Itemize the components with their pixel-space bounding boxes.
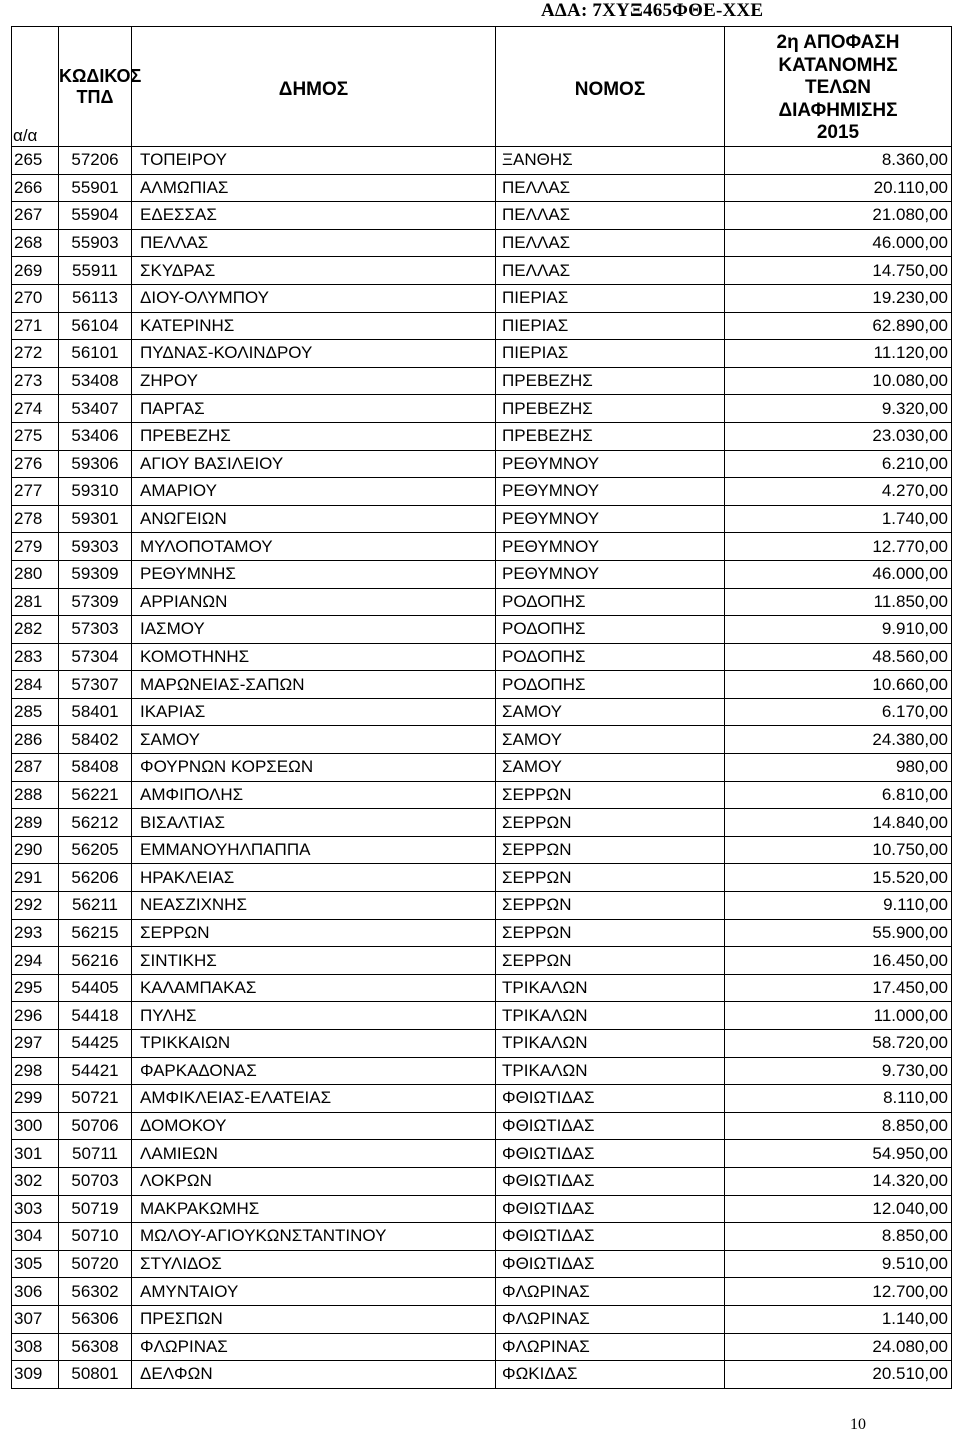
row-number: 301 [12, 1140, 59, 1168]
row-amount: 10.660,00 [725, 671, 952, 699]
row-nomos: ΦΛΩΡΙΝΑΣ [496, 1305, 725, 1333]
table-row [12, 643, 952, 671]
row-nomos: ΡΕΘΥΜΝΟΥ [496, 560, 725, 588]
row-amount: 11.000,00 [725, 1002, 952, 1030]
row-number: 286 [12, 726, 59, 754]
row-amount: 8.360,00 [725, 147, 952, 175]
row-number: 288 [12, 781, 59, 809]
row-number: 265 [12, 147, 59, 175]
row-nomos: ΡΕΘΥΜΝΟΥ [496, 505, 725, 533]
row-dimos: ΑΜΦΙΠΟΛΗΣ [132, 781, 496, 809]
row-number: 279 [12, 533, 59, 561]
row-code: 58402 [59, 726, 132, 754]
row-nomos: ΠΙΕΡΙΑΣ [496, 284, 725, 312]
row-nomos: ΤΡΙΚΑΛΩΝ [496, 1030, 725, 1058]
table-row [12, 616, 952, 644]
row-amount: 46.000,00 [725, 560, 952, 588]
row-code: 53407 [59, 395, 132, 423]
row-dimos: ΦΑΡΚΑΔΟΝΑΣ [132, 1057, 496, 1085]
row-number: 285 [12, 698, 59, 726]
header-apofasi-line3: ΤΕΛΩΝ [805, 77, 871, 98]
row-code: 57309 [59, 588, 132, 616]
header-apofasi-line2: ΚΑΤΑΝΟΜΗΣ [778, 54, 898, 76]
header-apofasi-line1: 2η ΑΠΟΦΑΣΗ [776, 32, 900, 53]
row-amount: 10.080,00 [725, 367, 952, 395]
table-row [12, 864, 952, 892]
row-dimos: ΣΤΥΛΙΔΟΣ [132, 1250, 496, 1278]
header-row [12, 27, 952, 147]
row-nomos: ΣΕΡΡΩΝ [496, 919, 725, 947]
row-dimos: ΜΑΡΩΝΕΙΑΣ-ΣΑΠΩΝ [132, 671, 496, 699]
row-dimos: ΚΑΛΑΜΠΑΚΑΣ [132, 974, 496, 1002]
row-dimos: ΚΑΤΕΡΙΝΗΣ [132, 312, 496, 340]
row-amount: 11.850,00 [725, 588, 952, 616]
row-number: 298 [12, 1057, 59, 1085]
row-number: 283 [12, 643, 59, 671]
row-number: 289 [12, 809, 59, 837]
table-row [12, 202, 952, 230]
allocation-table [11, 26, 952, 1389]
row-code: 56215 [59, 919, 132, 947]
row-code: 59301 [59, 505, 132, 533]
row-nomos: ΡΕΘΥΜΝΟΥ [496, 533, 725, 561]
row-code: 50710 [59, 1223, 132, 1251]
row-nomos: ΡΟΔΟΠΗΣ [496, 588, 725, 616]
table-row [12, 1195, 952, 1223]
row-nomos: ΠΙΕΡΙΑΣ [496, 312, 725, 340]
row-nomos: ΠΡΕΒΕΖΗΣ [496, 367, 725, 395]
row-nomos: ΡΟΔΟΠΗΣ [496, 671, 725, 699]
row-nomos: ΠΡΕΒΕΖΗΣ [496, 395, 725, 423]
table-row [12, 1333, 952, 1361]
row-number: 290 [12, 836, 59, 864]
table-row [12, 1085, 952, 1113]
row-dimos: ΡΕΘΥΜΝΗΣ [132, 560, 496, 588]
row-number: 302 [12, 1167, 59, 1195]
row-dimos: ΑΡΡΙΑΝΩΝ [132, 588, 496, 616]
table-row [12, 174, 952, 202]
row-code: 53406 [59, 422, 132, 450]
row-code: 54418 [59, 1002, 132, 1030]
table-row [12, 147, 952, 175]
row-code: 50711 [59, 1140, 132, 1168]
table-row [12, 1278, 952, 1306]
row-dimos: ΙΑΣΜΟΥ [132, 616, 496, 644]
row-amount: 46.000,00 [725, 229, 952, 257]
row-nomos: ΣΕΡΡΩΝ [496, 892, 725, 920]
row-dimos: ΜΑΚΡΑΚΩΜΗΣ [132, 1195, 496, 1223]
row-amount: 17.450,00 [725, 974, 952, 1002]
row-amount: 21.080,00 [725, 202, 952, 230]
row-code: 56221 [59, 781, 132, 809]
table-row [12, 947, 952, 975]
row-number: 271 [12, 312, 59, 340]
row-number: 274 [12, 395, 59, 423]
row-code: 57206 [59, 147, 132, 175]
row-nomos: ΣΕΡΡΩΝ [496, 836, 725, 864]
row-code: 56306 [59, 1305, 132, 1333]
row-amount: 980,00 [725, 754, 952, 782]
header-dimos: ΔΗΜΟΣ [278, 79, 349, 100]
row-nomos: ΠΕΛΛΑΣ [496, 229, 725, 257]
row-nomos: ΦΛΩΡΙΝΑΣ [496, 1278, 725, 1306]
row-dimos: ΛΑΜΙΕΩΝ [132, 1140, 496, 1168]
table-row [12, 395, 952, 423]
row-nomos: ΣΕΡΡΩΝ [496, 864, 725, 892]
table-row [12, 505, 952, 533]
row-dimos: ΛΟΚΡΩΝ [132, 1167, 496, 1195]
row-nomos: ΦΘΙΩΤΙΔΑΣ [496, 1223, 725, 1251]
row-code: 55911 [59, 257, 132, 285]
table-body [12, 147, 952, 1389]
table-row [12, 1002, 952, 1030]
table-header [12, 27, 952, 147]
row-number: 267 [12, 202, 59, 230]
row-dimos: ΠΡΕΒΕΖΗΣ [132, 422, 496, 450]
table-row [12, 781, 952, 809]
header-apofasi [725, 32, 951, 145]
row-nomos: ΡΕΘΥΜΝΟΥ [496, 478, 725, 506]
row-number: 294 [12, 947, 59, 975]
row-nomos: ΠΕΛΛΑΣ [496, 202, 725, 230]
row-number: 268 [12, 229, 59, 257]
table-row [12, 588, 952, 616]
table-row [12, 919, 952, 947]
row-dimos: ΣΚΥΔΡΑΣ [132, 257, 496, 285]
row-dimos: ΖΗΡΟΥ [132, 367, 496, 395]
row-nomos: ΦΩΚΙΔΑΣ [496, 1361, 725, 1389]
table-row [12, 809, 952, 837]
row-nomos: ΠΕΛΛΑΣ [496, 257, 725, 285]
header-kodikos [59, 66, 142, 108]
row-number: 308 [12, 1333, 59, 1361]
row-nomos: ΦΘΙΩΤΙΔΑΣ [496, 1250, 725, 1278]
row-dimos: ΤΟΠΕΙΡΟΥ [132, 147, 496, 175]
row-amount: 9.730,00 [725, 1057, 952, 1085]
table-row [12, 284, 952, 312]
row-code: 50801 [59, 1361, 132, 1389]
row-code: 54405 [59, 974, 132, 1002]
row-amount: 8.850,00 [725, 1112, 952, 1140]
row-dimos: ΦΛΩΡΙΝΑΣ [132, 1333, 496, 1361]
page-number: 10 [850, 1416, 866, 1433]
row-code: 59310 [59, 478, 132, 506]
row-nomos: ΣΑΜΟΥ [496, 698, 725, 726]
row-dimos: ΑΝΩΓΕΙΩΝ [132, 505, 496, 533]
header-nomos-cell [496, 27, 725, 147]
header-kodikos-cell [59, 27, 142, 147]
row-code: 50721 [59, 1085, 132, 1113]
row-amount: 14.840,00 [725, 809, 952, 837]
row-amount: 16.450,00 [725, 947, 952, 975]
row-number: 266 [12, 174, 59, 202]
row-dimos: ΠΕΛΛΑΣ [132, 229, 496, 257]
table-row [12, 1305, 952, 1333]
row-amount: 9.320,00 [725, 395, 952, 423]
row-dimos: ΠΑΡΓΑΣ [132, 395, 496, 423]
table-row [12, 450, 952, 478]
header-kodikos-line1: ΚΩΔΙΚΟΣ [59, 66, 142, 86]
row-nomos: ΦΘΙΩΤΙΔΑΣ [496, 1140, 725, 1168]
row-number: 291 [12, 864, 59, 892]
table-row [12, 754, 952, 782]
row-code: 59303 [59, 533, 132, 561]
table-row [12, 671, 952, 699]
row-amount: 20.110,00 [725, 174, 952, 202]
row-nomos: ΤΡΙΚΑΛΩΝ [496, 1057, 725, 1085]
row-number: 303 [12, 1195, 59, 1223]
row-amount: 9.110,00 [725, 892, 952, 920]
row-amount: 8.110,00 [725, 1085, 952, 1113]
row-number: 278 [12, 505, 59, 533]
row-dimos: ΙΚΑΡΙΑΣ [132, 698, 496, 726]
row-nomos: ΡΟΔΟΠΗΣ [496, 643, 725, 671]
row-number: 284 [12, 671, 59, 699]
row-dimos: ΜΥΛΟΠΟΤΑΜΟΥ [132, 533, 496, 561]
row-code: 56211 [59, 892, 132, 920]
row-amount: 58.720,00 [725, 1030, 952, 1058]
row-amount: 15.520,00 [725, 864, 952, 892]
row-number: 276 [12, 450, 59, 478]
table-row [12, 312, 952, 340]
row-code: 54421 [59, 1057, 132, 1085]
row-amount: 48.560,00 [725, 643, 952, 671]
row-amount: 54.950,00 [725, 1140, 952, 1168]
row-dimos: ΑΜΑΡΙΟΥ [132, 478, 496, 506]
row-dimos: ΣΕΡΡΩΝ [132, 919, 496, 947]
row-number: 306 [12, 1278, 59, 1306]
row-dimos: ΕΔΕΣΣΑΣ [132, 202, 496, 230]
row-code: 57303 [59, 616, 132, 644]
table-row [12, 340, 952, 368]
table-row [12, 726, 952, 754]
row-code: 59306 [59, 450, 132, 478]
header-nomos: ΝΟΜΟΣ [574, 79, 646, 100]
row-number: 269 [12, 257, 59, 285]
row-nomos: ΣΑΜΟΥ [496, 754, 725, 782]
table-row [12, 1361, 952, 1389]
row-code: 56302 [59, 1278, 132, 1306]
row-nomos: ΣΕΡΡΩΝ [496, 781, 725, 809]
row-nomos: ΠΡΕΒΕΖΗΣ [496, 422, 725, 450]
row-dimos: ΔΕΛΦΩΝ [132, 1361, 496, 1389]
header-apofasi-cell [725, 27, 952, 147]
header-apofasi-line5: 2015 [816, 122, 860, 143]
row-code: 56104 [59, 312, 132, 340]
row-code: 50706 [59, 1112, 132, 1140]
row-nomos: ΡΟΔΟΠΗΣ [496, 616, 725, 644]
header-apofasi-line4: ΔΙΑΦΗΜΙΣΗΣ [778, 99, 898, 121]
row-code: 57304 [59, 643, 132, 671]
header-aa-cell [12, 27, 59, 147]
row-dimos: ΜΩΛΟΥ-ΑΓΙΟΥΚΩΝΣΤΑΝΤΙΝΟΥ [132, 1223, 496, 1251]
header-dimos-cell [132, 27, 496, 147]
row-code: 56113 [59, 284, 132, 312]
row-dimos: ΠΥΛΗΣ [132, 1002, 496, 1030]
table-row [12, 478, 952, 506]
row-amount: 6.810,00 [725, 781, 952, 809]
table-row [12, 367, 952, 395]
row-code: 58408 [59, 754, 132, 782]
row-nomos: ΞΑΝΘΗΣ [496, 147, 725, 175]
row-code: 50719 [59, 1195, 132, 1223]
row-number: 305 [12, 1250, 59, 1278]
row-dimos: ΗΡΑΚΛΕΙΑΣ [132, 864, 496, 892]
row-code: 58401 [59, 698, 132, 726]
row-dimos: ΕΜΜΑΝΟΥΗΛΠΑΠΠΑ [132, 836, 496, 864]
row-amount: 55.900,00 [725, 919, 952, 947]
row-dimos: ΑΜΥΝΤΑΙΟΥ [132, 1278, 496, 1306]
row-nomos: ΡΕΘΥΜΝΟΥ [496, 450, 725, 478]
row-nomos: ΤΡΙΚΑΛΩΝ [496, 1002, 725, 1030]
row-dimos: ΑΛΜΩΠΙΑΣ [132, 174, 496, 202]
row-code: 56101 [59, 340, 132, 368]
row-nomos: ΣΕΡΡΩΝ [496, 947, 725, 975]
row-code: 56308 [59, 1333, 132, 1361]
table-row [12, 229, 952, 257]
row-amount: 12.040,00 [725, 1195, 952, 1223]
row-code: 55904 [59, 202, 132, 230]
row-amount: 6.170,00 [725, 698, 952, 726]
row-number: 307 [12, 1305, 59, 1333]
row-code: 56206 [59, 864, 132, 892]
row-dimos: ΣΑΜΟΥ [132, 726, 496, 754]
table-row [12, 892, 952, 920]
row-code: 55903 [59, 229, 132, 257]
table-row [12, 1223, 952, 1251]
header-kodikos-line2: ΤΠΔ [76, 87, 114, 107]
row-amount: 24.080,00 [725, 1333, 952, 1361]
row-amount: 20.510,00 [725, 1361, 952, 1389]
row-dimos: ΑΜΦΙΚΛΕΙΑΣ-ΕΛΑΤΕΙΑΣ [132, 1085, 496, 1113]
header-aa: α/α [13, 126, 38, 145]
row-dimos: ΒΙΣΑΛΤΙΑΣ [132, 809, 496, 837]
table-row [12, 1250, 952, 1278]
row-code: 54425 [59, 1030, 132, 1058]
row-number: 275 [12, 422, 59, 450]
row-nomos: ΦΘΙΩΤΙΔΑΣ [496, 1112, 725, 1140]
table-row [12, 1112, 952, 1140]
row-number: 280 [12, 560, 59, 588]
table-row [12, 1030, 952, 1058]
table-row [12, 422, 952, 450]
row-amount: 23.030,00 [725, 422, 952, 450]
row-number: 300 [12, 1112, 59, 1140]
row-number: 295 [12, 974, 59, 1002]
row-number: 273 [12, 367, 59, 395]
row-code: 56216 [59, 947, 132, 975]
row-amount: 6.210,00 [725, 450, 952, 478]
row-amount: 12.700,00 [725, 1278, 952, 1306]
row-code: 50720 [59, 1250, 132, 1278]
row-number: 270 [12, 284, 59, 312]
row-code: 50703 [59, 1167, 132, 1195]
row-amount: 62.890,00 [725, 312, 952, 340]
row-amount: 4.270,00 [725, 478, 952, 506]
row-nomos: ΦΘΙΩΤΙΔΑΣ [496, 1085, 725, 1113]
row-number: 281 [12, 588, 59, 616]
row-amount: 8.850,00 [725, 1223, 952, 1251]
ada-label: ΑΔΑ: 7ΧΥΞ465ΦΘΕ-ΧΧΕ [541, 0, 764, 21]
table-row [12, 974, 952, 1002]
row-number: 272 [12, 340, 59, 368]
row-nomos: ΠΙΕΡΙΑΣ [496, 340, 725, 368]
row-nomos: ΦΘΙΩΤΙΔΑΣ [496, 1195, 725, 1223]
row-amount: 1.140,00 [725, 1305, 952, 1333]
row-code: 53408 [59, 367, 132, 395]
row-nomos: ΠΕΛΛΑΣ [496, 174, 725, 202]
row-amount: 1.740,00 [725, 505, 952, 533]
row-number: 277 [12, 478, 59, 506]
row-amount: 9.910,00 [725, 616, 952, 644]
table-row [12, 257, 952, 285]
row-amount: 10.750,00 [725, 836, 952, 864]
table-row [12, 698, 952, 726]
row-amount: 9.510,00 [725, 1250, 952, 1278]
row-number: 304 [12, 1223, 59, 1251]
table-row [12, 836, 952, 864]
table-row [12, 1167, 952, 1195]
row-dimos: ΔΟΜΟΚΟΥ [132, 1112, 496, 1140]
row-code: 59309 [59, 560, 132, 588]
row-dimos: ΠΥΔΝΑΣ-ΚΟΛΙΝΔΡΟΥ [132, 340, 496, 368]
row-nomos: ΤΡΙΚΑΛΩΝ [496, 974, 725, 1002]
row-amount: 12.770,00 [725, 533, 952, 561]
row-number: 282 [12, 616, 59, 644]
row-number: 293 [12, 919, 59, 947]
row-nomos: ΣΕΡΡΩΝ [496, 809, 725, 837]
row-dimos: ΝΕΑΣΖΙΧΝΗΣ [132, 892, 496, 920]
row-number: 299 [12, 1085, 59, 1113]
row-amount: 19.230,00 [725, 284, 952, 312]
row-amount: 14.320,00 [725, 1167, 952, 1195]
row-number: 287 [12, 754, 59, 782]
row-amount: 24.380,00 [725, 726, 952, 754]
row-amount: 14.750,00 [725, 257, 952, 285]
row-dimos: ΠΡΕΣΠΩΝ [132, 1305, 496, 1333]
row-code: 56205 [59, 836, 132, 864]
row-dimos: ΣΙΝΤΙΚΗΣ [132, 947, 496, 975]
row-code: 56212 [59, 809, 132, 837]
row-nomos: ΣΑΜΟΥ [496, 726, 725, 754]
row-dimos: ΤΡΙΚΚΑΙΩΝ [132, 1030, 496, 1058]
row-code: 57307 [59, 671, 132, 699]
table-row [12, 533, 952, 561]
row-amount: 11.120,00 [725, 340, 952, 368]
table-row [12, 1140, 952, 1168]
table-row [12, 1057, 952, 1085]
row-code: 55901 [59, 174, 132, 202]
row-number: 296 [12, 1002, 59, 1030]
row-nomos: ΦΘΙΩΤΙΔΑΣ [496, 1167, 725, 1195]
row-dimos: ΔΙΟΥ-ΟΛΥΜΠΟΥ [132, 284, 496, 312]
row-number: 309 [12, 1361, 59, 1389]
row-number: 292 [12, 892, 59, 920]
row-dimos: ΚΟΜΟΤΗΝΗΣ [132, 643, 496, 671]
row-nomos: ΦΛΩΡΙΝΑΣ [496, 1333, 725, 1361]
table-row [12, 560, 952, 588]
row-dimos: ΑΓΙΟΥ ΒΑΣΙΛΕΙΟΥ [132, 450, 496, 478]
row-dimos: ΦΟΥΡΝΩΝ ΚΟΡΣΕΩΝ [132, 754, 496, 782]
row-number: 297 [12, 1030, 59, 1058]
